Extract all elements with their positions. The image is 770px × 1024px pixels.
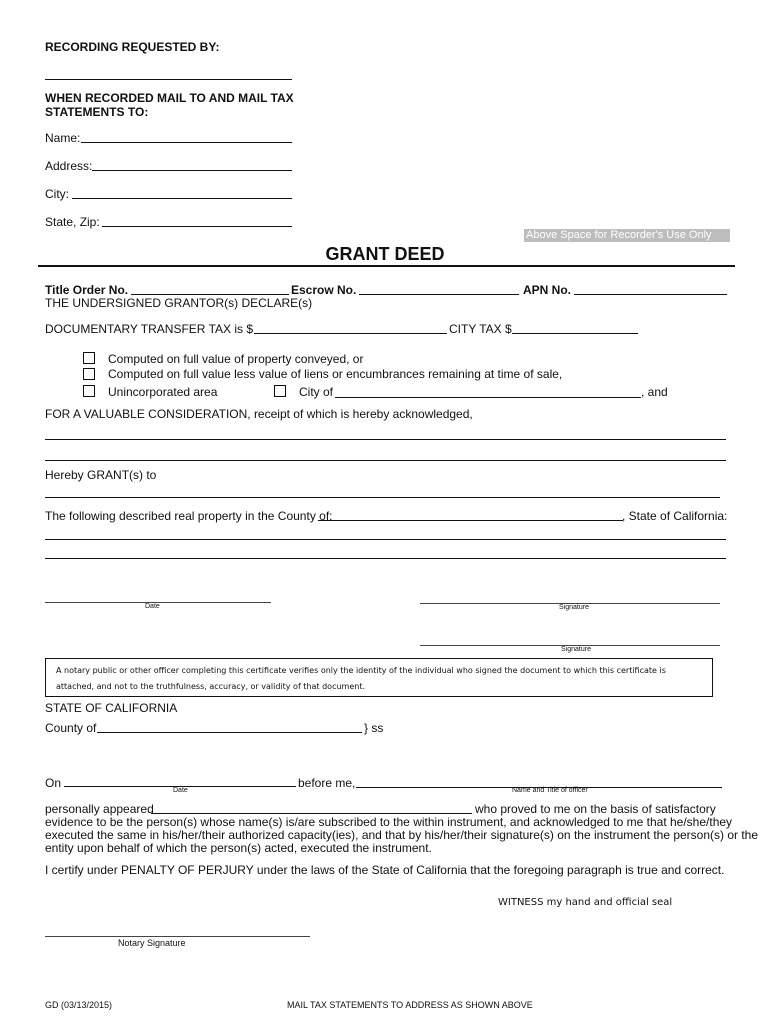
city-tax-field[interactable] — [512, 322, 638, 334]
unincorporated-checkbox[interactable] — [83, 385, 95, 397]
mail-to-heading-line2: STATEMENTS TO: — [45, 105, 149, 119]
city-of-field[interactable] — [335, 386, 641, 398]
full-value-label: Computed on full value of property conveyed, or — [108, 352, 364, 366]
and-text: , and — [641, 385, 668, 399]
property-county-field[interactable] — [318, 509, 623, 521]
title-order-field[interactable] — [131, 283, 289, 295]
notary-notice-box — [45, 658, 713, 697]
mail-tax-footer: MAIL TAX STATEMENTS TO ADDRESS AS SHOWN ABOVE — [287, 1000, 533, 1010]
consideration-text: FOR A VALUABLE CONSIDERATION, receipt of which is hereby acknowledged, — [45, 407, 473, 421]
acknowledgment-body-line4: entity upon behalf of which the person(s) acted, executed the instrument. — [45, 841, 432, 855]
personally-appeared-label: personally appeared — [45, 802, 154, 816]
property-description-line-2[interactable] — [45, 558, 726, 559]
address-label: Address: — [45, 159, 93, 173]
notary-signature-line[interactable] — [45, 936, 310, 937]
property-county-text: The following described real property in the County of: — [45, 509, 333, 523]
grantor-declare-text: THE UNDERSIGNED GRANTOR(s) DECLARE(s) — [45, 296, 313, 310]
acknowledgment-body-line3: executed the same in his/her/their authorized capacity(ies), and that by his/her/their signature(s) on the instrument the person(s) or the — [45, 828, 759, 842]
property-description-line-1[interactable] — [45, 539, 726, 540]
city-tax-label: CITY TAX $ — [449, 322, 512, 336]
on-label: On — [45, 776, 62, 790]
less-liens-label: Computed on full value less value of liens or encumbrances remaining at time of sale, — [108, 367, 563, 381]
apn-label: APN No. — [523, 283, 571, 297]
name-field[interactable] — [81, 131, 292, 143]
signature-caption-1: Signature — [559, 604, 589, 611]
city-label: City: — [45, 187, 69, 201]
city-field[interactable] — [72, 187, 292, 199]
county-label: County of — [45, 721, 97, 735]
escrow-label: Escrow No. — [291, 283, 357, 297]
less-liens-checkbox[interactable] — [83, 368, 95, 380]
mail-to-heading-line1: WHEN RECORDED MAIL TO AND MAIL TAX — [45, 91, 294, 105]
apn-field[interactable] — [574, 283, 727, 295]
on-date-caption: Date — [173, 787, 188, 794]
doc-transfer-tax-label: DOCUMENTARY TRANSFER TAX is $ — [45, 322, 254, 336]
consideration-line-1[interactable] — [45, 439, 726, 440]
county-field[interactable] — [97, 721, 362, 733]
personally-appeared-field[interactable] — [151, 802, 472, 814]
perjury-certification: I certify under PENALTY OF PERJURY under the laws of the State of California that the foregoing paragraph is true and correct. — [45, 863, 725, 877]
before-me-label: before me, — [298, 776, 356, 790]
city-of-checkbox[interactable] — [274, 385, 286, 397]
escrow-field[interactable] — [359, 283, 519, 295]
title-rule — [38, 265, 735, 267]
consideration-line-2[interactable] — [45, 460, 726, 461]
notary-signature-caption: Notary Signature — [118, 938, 186, 948]
on-date-field[interactable] — [64, 775, 296, 787]
officer-caption: Name and Title of officer — [512, 787, 588, 794]
acknowledgment-body-line2: evidence to be the person(s) whose name(s) is/are subscribed to the within instrument, and acknowledged to me that he/she/they — [45, 815, 733, 829]
state-zip-label: State, Zip: — [45, 215, 100, 229]
notary-notice-line2: attached, and not to the truthfulness, accuracy, or validity of that document. — [56, 682, 365, 691]
full-value-checkbox[interactable] — [83, 352, 95, 364]
signature-caption-2: Signature — [561, 646, 591, 653]
form-id: GD (03/13/2015) — [45, 1000, 113, 1010]
unincorporated-label: Unincorporated area — [108, 385, 218, 399]
proved-text: who proved to me on the basis of satisfactory — [475, 802, 716, 816]
state-of-california-text: , State of California: — [622, 509, 728, 523]
state-of-california-heading: STATE OF CALIFORNIA — [45, 701, 178, 715]
ss-text: } ss — [364, 721, 384, 735]
grant-to-label: Hereby GRANT(s) to — [45, 468, 157, 482]
grantee-field[interactable] — [45, 497, 720, 498]
address-field[interactable] — [92, 159, 292, 171]
recording-requested-by-field[interactable] — [45, 79, 292, 80]
recording-requested-by-label: RECORDING REQUESTED BY: — [45, 40, 220, 54]
state-zip-field[interactable] — [102, 215, 292, 227]
title-order-label: Title Order No. — [45, 283, 129, 297]
doc-transfer-tax-field[interactable] — [254, 322, 447, 334]
notary-notice-line1: A notary public or other officer completing this certificate verifies only the identity of the individual who signed the document to which this certificate is — [56, 666, 666, 675]
page-title: GRANT DEED — [325, 244, 445, 264]
name-label: Name: — [45, 131, 81, 145]
date-caption: Date — [145, 603, 160, 610]
recorder-use-space: Above Space for Recorder's Use Only — [524, 229, 730, 242]
city-of-label: City of — [299, 385, 334, 399]
witness-text: WITNESS my hand and official seal — [498, 897, 673, 908]
